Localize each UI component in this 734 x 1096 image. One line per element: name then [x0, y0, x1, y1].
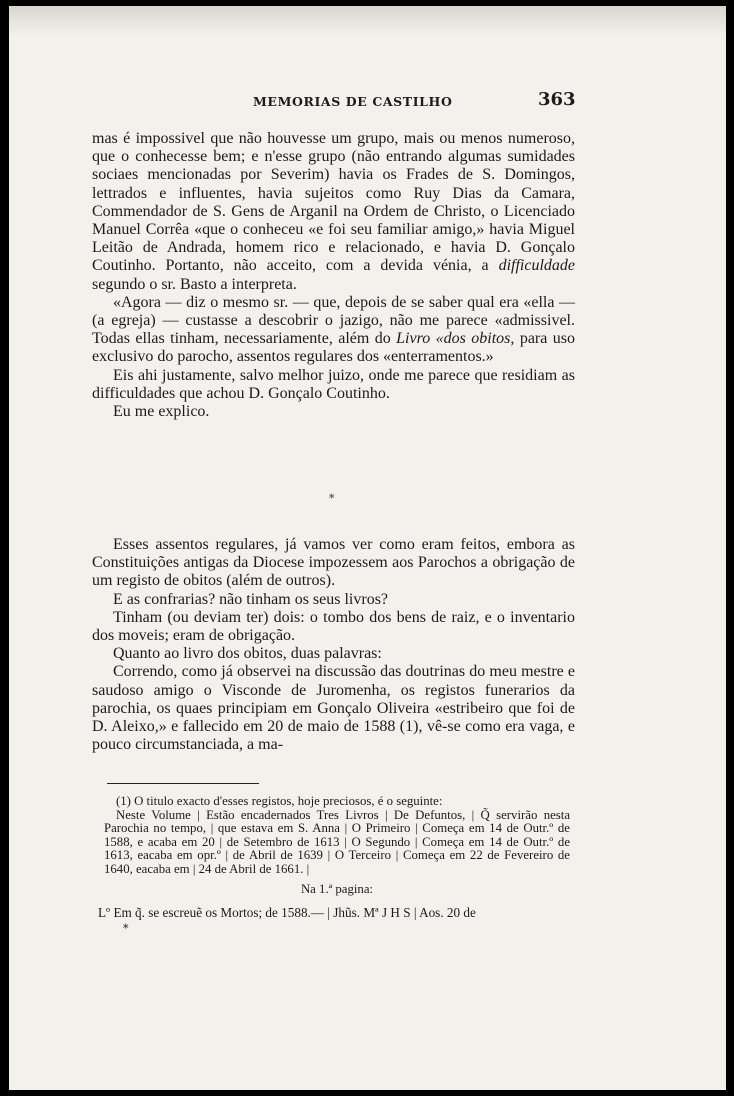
page-header [9, 90, 726, 114]
paragraph-1-tail: segundo o sr. Basto a interpreta. [92, 275, 297, 293]
paragraph-7: Tinham (ou deviam ter) dois: o tombo dos bens de raiz, e o inventario dos moveis; eram de obrigação. [92, 608, 575, 645]
paragraph-4: Eu me explico. [113, 403, 210, 421]
footnote-page-label: Na 1.ª pagina: [300, 881, 374, 896]
paragraph-1-text: mas é impossivel que não houvesse um grupo, mais ou menos numeroso, que o conhecesse bem; e n'esse grupo (não entrando algumas sumidades sociaes mencionadas por Severim) havia os Frades de S. Domingos, lettrados e influentes, havia sujeitos como Ruy Dias da Camara, Commendador de S. Gens de Arganil na Ordem de Christo, o Licenciado Manuel Corrêa «que o conheceu «e foi seu familiar amigo,» havia Miguel Leitão de Andrada, homem rico e relacionado, e havia D. Gonçalo Coutinho. Portanto, não acceito, com a devida vénia, a [92, 130, 575, 275]
scan-shadow [9, 6, 726, 36]
running-title: MEMORIAS DE CASTILHO [253, 94, 453, 109]
footnote-intro: (1) O titulo exacto d'esses registos, hoje preciosos, é o seguinte: [116, 794, 443, 808]
page-number: 363 [538, 89, 576, 110]
footnote-star: * [123, 922, 129, 935]
footnotes [98, 794, 570, 921]
paragraph-6: E as confrarias? não tinham os seus livros? [113, 590, 389, 608]
paragraph-1 [92, 130, 575, 294]
paragraph-2-italic: Livro «dos obitos, [396, 330, 515, 348]
paragraph-1-italic: difficuldade [498, 257, 576, 275]
paragraph-3: Eis ahi justamente, salvo melhor juizo, onde me parece que residiam as difficuldades que achou D. Gonçalo Coutinho. [92, 366, 575, 402]
text-block-top [92, 130, 575, 421]
paragraph-2-tail: para uso exclusivo do parocho, assentos regulares dos «enterramentos.» [92, 330, 575, 366]
footnote-body: Neste Volume | Estão encadernados Tres Livros | De Defuntos, | Q̃ servirão nesta Parochia no tempo, | que estava em S. Anna | O Primeiro | Começa em 14 de Outr.º de 1588, e acaba em 20 | de Setembro de 1613 | O Segundo | Começa em 14 de Outr.º de 1613, eacaba em opr.º | de Abril de 1639 | O Terceiro | Começa em 22 de Fevereiro de 1640, eacaba em | 24 de Abril de 1661. | [104, 807, 570, 876]
footnote-rule [107, 783, 259, 784]
paragraph-5: Esses assentos regulares, já vamos ver como eram feitos, embora as Constituições antigas da Diocese impozessem aos Parochos a obrigação de um registo de obitos (além de outros). [92, 536, 575, 590]
paragraph-2-text: «Agora — diz o mesmo sr. — que, depois de se saber qual era «ella — (a egreja) — custasse a descobrir o jazigo, não me parece «admissivel. Todas ellas tinham, necessariamente, além do [92, 293, 575, 348]
text-block-bottom [92, 536, 575, 754]
footnote-last-line: Lº Em q̃. se escreuẽ os Mortos; de 1588.— | Jhũs. Mª J H S | Aos. 20 de [98, 905, 476, 921]
section-separator: * [329, 492, 335, 505]
book-page [9, 6, 726, 1090]
paragraph-2 [92, 294, 575, 367]
paragraph-8: Quanto ao livro dos obitos, duas palavras: [113, 645, 382, 663]
paragraph-9: Correndo, como já observei na discussão das doutrinas do meu mestre e saudoso amigo o Visconde de Juromenha, os registos funerarios da parochia, os quaes principiam em Gonçalo Oliveira «estribeiro que foi de D. Aleixo,» e fallecido em 20 de maio de 1588 (1), vê-se como era vaga, e pouco circumstanciada, a ma- [92, 663, 575, 754]
